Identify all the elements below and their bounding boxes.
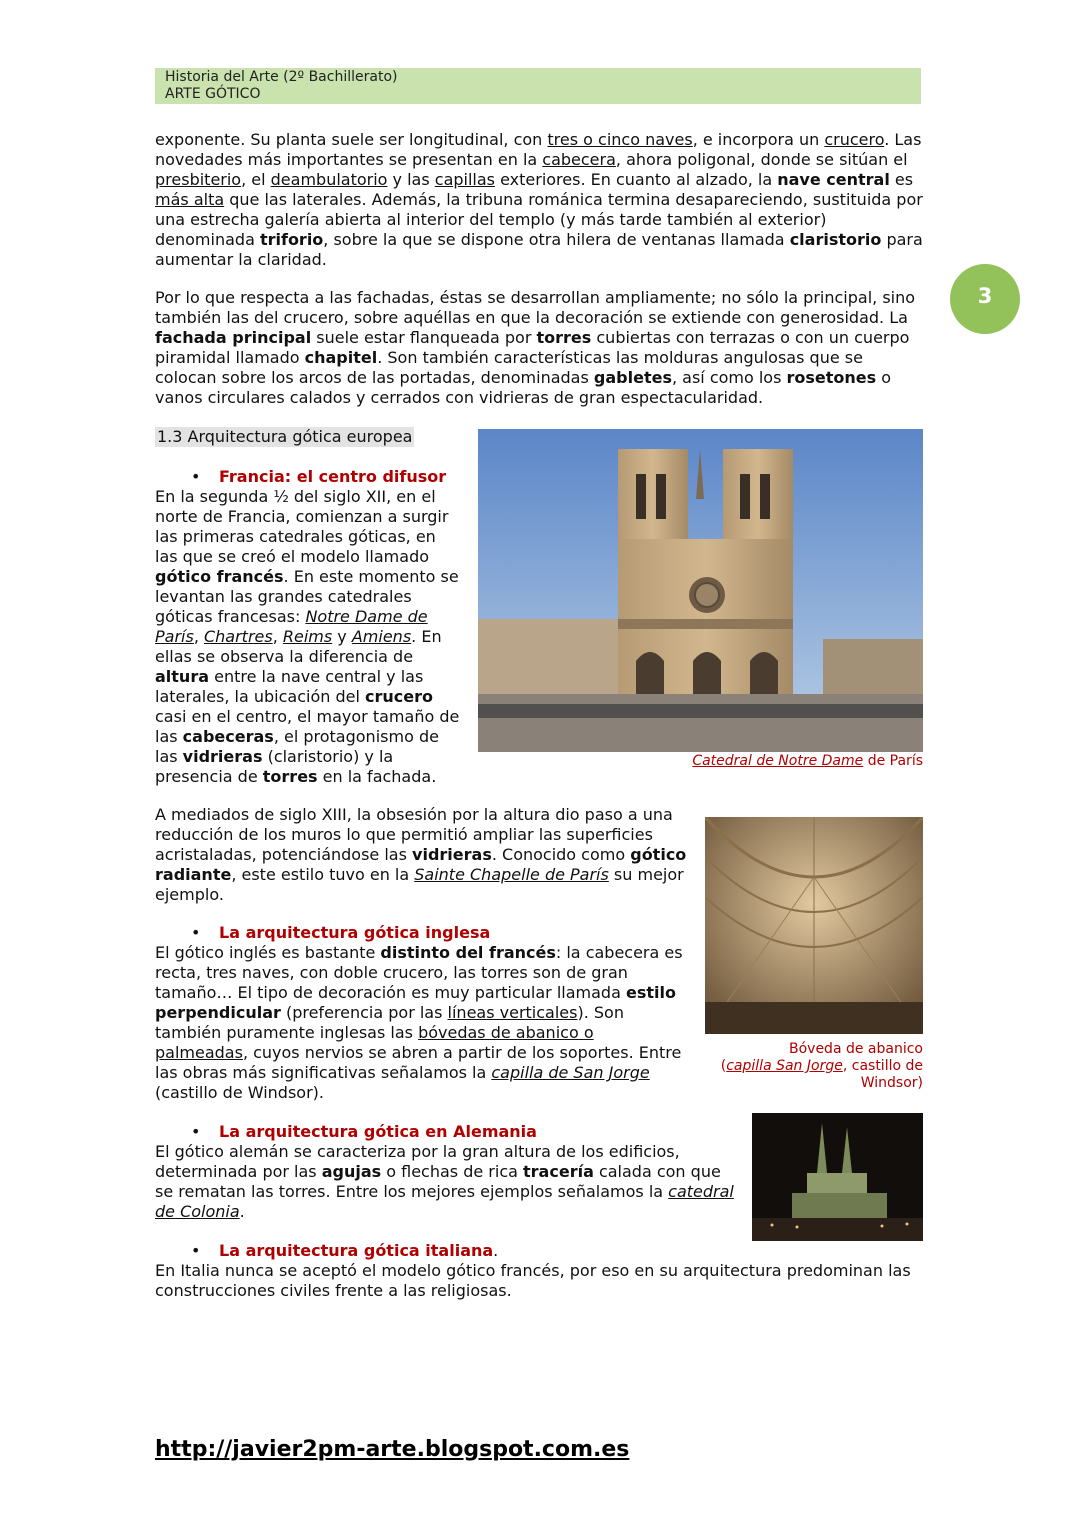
link-reims[interactable]: Reims (282, 627, 333, 646)
section-francia: • Francia: el centro difusor En la segunda ½ del siglo XII, en el norte de Francia, comienzan a surgir las primeras catedrales góticas, en las que se creó el modelo llamado gótico francés. En este momento se levantan las grandes catedrales góticas francesas: Notre Dame de París, Chartres, Reims y Amiens. En ellas se observa la diferencia de altura entre la nave central y las laterales, la ubicación del crucero casi en el centro, el mayor tamaño de las cabeceras, el protagonismo de las vidrieras (claristorio) y la presencia de torres en la fachada. (155, 467, 460, 786)
header-topic: ARTE GÓTICO (165, 86, 261, 102)
link-naves[interactable]: tres o cinco naves (547, 130, 693, 149)
page-header (155, 68, 921, 104)
colonia-photo (752, 1113, 923, 1241)
link-catedral-colonia[interactable]: catedral de Colonia (155, 1182, 734, 1221)
section-italiana: • La arquitectura gótica italiana. En Italia nunca se aceptó el modelo gótico francés, por eso en su arquitectura predominan las construcciones civiles frente a las religiosas. (155, 1241, 911, 1300)
link-mas-alta[interactable]: más alta (155, 190, 225, 209)
link-capilla-san-jorge[interactable]: capilla de San Jorge (491, 1063, 650, 1082)
paragraph-fachadas: Por lo que respecta a las fachadas, éstas se desarrollan ampliamente; no sólo la principal, sino también las del crucero, sobre aquéllas en que la decoración se extiende con generosidad. La fachada principal suele estar flanqueada por torres cubiertas con terrazas o con un cuerpo piramidal llamado chapitel. Son también características las molduras angulosas que se colocan sobre los arcos de las portadas, denominadas gabletes, así como los rosetones o vanos circulares calados y cerrados con vidrieras de gran espectacularidad. (155, 288, 916, 407)
link-chartres[interactable]: Chartres (203, 627, 273, 646)
paragraph-radiante: A mediados de siglo XIII, la obsesión por la altura dio paso a una reducción de los muros lo que permitió ampliar las superficies acristaladas, potenciándose las vidrieras. Conocido como gótico radiante, este estilo tuvo en la Sainte Chapelle de París su mejor ejemplo. (155, 805, 687, 904)
heading-francia: Francia: el centro difusor (219, 467, 447, 486)
link-lineas-verticales[interactable]: líneas verticales (447, 1003, 578, 1022)
link-capillas[interactable]: capillas (434, 170, 495, 189)
notre-dame-photo (478, 429, 923, 752)
caption-link-san-jorge[interactable]: capilla San Jorge (726, 1058, 843, 1074)
header-subject: Historia del Arte (2º Bachillerato) (165, 69, 398, 85)
heading-italiana: La arquitectura gótica italiana (219, 1241, 494, 1260)
heading-inglesa: La arquitectura gótica inglesa (219, 923, 491, 942)
bullet-icon: • (191, 467, 201, 486)
caption-link-notre-dame[interactable]: Catedral de Notre Dame (692, 753, 864, 769)
bullet-icon: • (191, 1122, 201, 1141)
section-alemania: • La arquitectura gótica en Alemania El gótico alemán se caracteriza por la gran altura de los edificios, determinada por las agujas o flechas de rica tracería calada con que se rematan las torres. Entre los mejores ejemplos señalamos la catedral de Colonia. (155, 1122, 734, 1221)
boveda-photo (705, 817, 923, 1034)
footer-url-link[interactable]: http://javier2pm-arte.blogspot.com.es (155, 1437, 630, 1462)
link-amiens[interactable]: Amiens (351, 627, 412, 646)
link-crucero[interactable]: crucero (824, 130, 885, 149)
section-title: 1.3 Arquitectura gótica europea (157, 427, 413, 446)
link-notre-dame[interactable]: Notre Dame de París (155, 607, 428, 646)
link-presbiterio[interactable]: presbiterio (155, 170, 242, 189)
link-sainte-chapelle[interactable]: Sainte Chapelle de París (414, 865, 609, 884)
page-number-badge: 3 (950, 264, 1020, 334)
link-bovedas-abanico[interactable]: bóvedas de abanico o palmeadas (155, 1023, 594, 1062)
bullet-icon: • (191, 923, 201, 942)
notre-dame-caption: Catedral de Notre Dame de París (692, 753, 923, 769)
bullet-icon: • (191, 1241, 201, 1260)
boveda-caption: Bóveda de abanico (capilla San Jorge, castillo de Windsor) (720, 1041, 923, 1091)
section-inglesa: • La arquitectura gótica inglesa El gótico inglés es bastante distinto del francés: la cabecera es recta, tres naves, con doble crucero, las torres son de gran tamaño… El tipo de decoración es muy particular llamada estilo perpendicular (preferencia por las líneas verticales). Son también puramente inglesas las bóvedas de abanico o palmeadas, cuyos nervios se abren a partir de los soportes. Entre las obras más significativas señalamos la capilla de San Jorge (castillo de Windsor). (155, 923, 683, 1102)
paragraph-plan: exponente. Su planta suele ser longitudinal, con tres o cinco naves, e incorpora un crucero. Las novedades más importantes se presentan en la cabecera, ahora poligonal, donde se sitúan el presbiterio, el deambulatorio y las capillas exteriores. En cuanto al alzado, la nave central es más alta que las laterales. Además, la tribuna románica termina desapareciendo, sustituida por una estrecha galería abierta al interior del templo (y más tarde también al exterior) denominada triforio, sobre la que se dispone otra hilera de ventanas llamada claristorio para aumentar la claridad. (155, 130, 923, 269)
link-cabecera[interactable]: cabecera (542, 150, 616, 169)
heading-alemania: La arquitectura gótica en Alemania (219, 1122, 537, 1141)
link-deambulatorio[interactable]: deambulatorio (270, 170, 388, 189)
